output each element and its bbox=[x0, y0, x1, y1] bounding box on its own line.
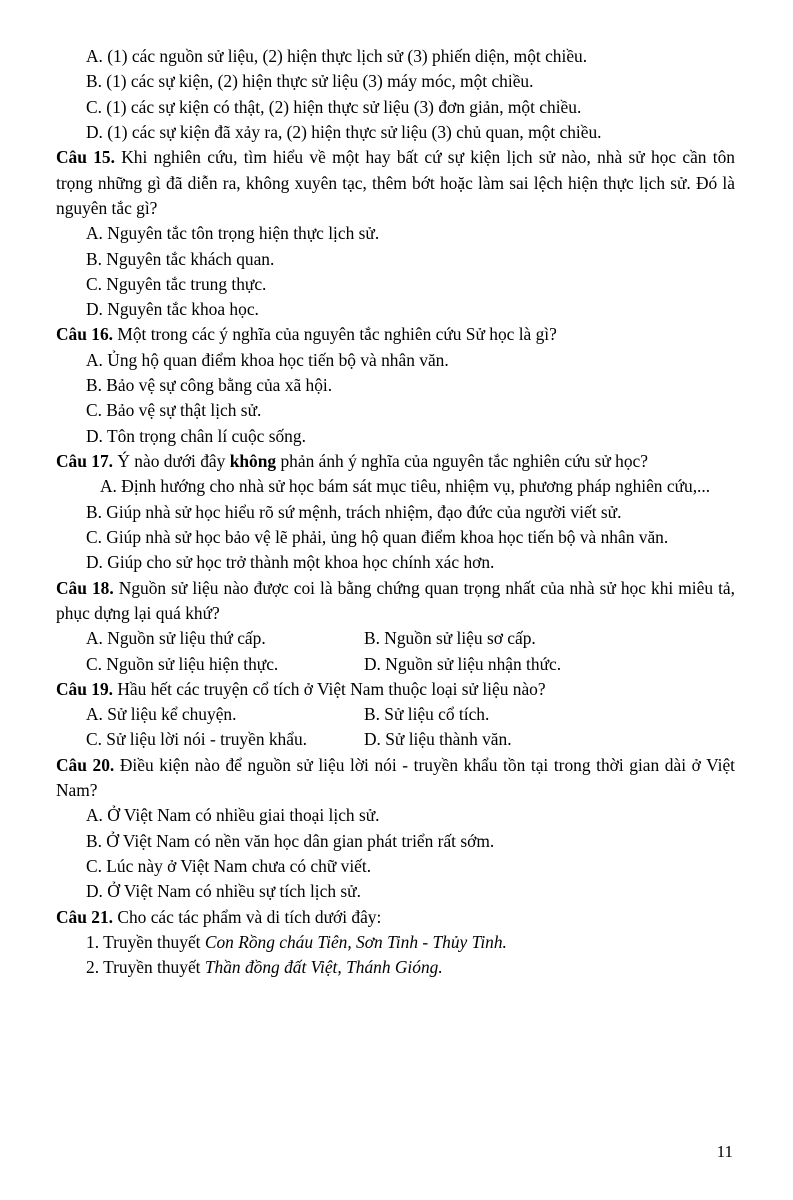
question-label: Câu 16. bbox=[56, 324, 114, 345]
question-label: Câu 21. bbox=[56, 906, 114, 927]
question-17 bbox=[56, 449, 735, 474]
option-line: A. Ủng hộ quan điểm khoa học tiến bộ và nhân văn. bbox=[86, 349, 449, 370]
question-label: Câu 15. bbox=[56, 147, 115, 168]
option-line: A. Nguyên tắc tôn trọng hiện thực lịch sử. bbox=[86, 223, 380, 244]
option-line: C. Bảo vệ sự thật lịch sử. bbox=[86, 400, 262, 421]
question-19 bbox=[56, 677, 735, 702]
question-text: Khi nghiên cứu, tìm hiểu về một hay bất cứ sự kiện lịch sử nào, nhà sử học cần tôn trọng những gì đã diễn ra, không xuyên tạc, thêm bớt hoặc làm sai lệch hiện thực lịch sử. Đó là nguyên tắc gì? bbox=[56, 147, 735, 218]
option-line: C. Lúc này ở Việt Nam chưa có chữ viết. bbox=[86, 856, 372, 876]
option-line: B. (1) các sự kiện, (2) hiện thực sử liệu (3) máy móc, một chiều. bbox=[86, 71, 534, 92]
option-line: B. Bảo vệ sự công bằng của xã hội. bbox=[86, 375, 333, 396]
option-line: A. Ở Việt Nam có nhiều giai thoại lịch sử. bbox=[86, 805, 380, 826]
question-16 bbox=[56, 322, 735, 347]
option-cell: D. Nguồn sử liệu nhận thức. bbox=[364, 653, 562, 674]
option-line: A. Định hướng cho nhà sử học bám sát mục tiêu, nhiệm vụ, phương pháp nghiên cứu,... bbox=[100, 476, 711, 497]
option-cell: D. Sử liệu thành văn. bbox=[364, 729, 512, 750]
question-text: Nguồn sử liệu nào được coi là bằng chứng quan trọng nhất của nhà sử học khi miêu tả, phục dựng lại quá khứ? bbox=[56, 577, 735, 623]
question-21 bbox=[56, 905, 735, 930]
question-label: Câu 17. bbox=[56, 451, 114, 471]
list-item-title: Con Rồng cháu Tiên, Sơn Tinh - Thủy Tinh. bbox=[204, 931, 507, 952]
option-cell: B. Sử liệu cổ tích. bbox=[364, 704, 490, 725]
question-label: Câu 18. bbox=[56, 577, 114, 598]
question-label: Câu 20. bbox=[56, 754, 115, 775]
page-number: 11 bbox=[716, 1142, 733, 1161]
list-item bbox=[56, 930, 735, 955]
option-line: C. Giúp nhà sử học bảo vệ lẽ phải, ủng hộ quan điểm khoa học tiến bộ và nhân văn. bbox=[86, 526, 669, 547]
option-cell: B. Nguồn sử liệu sơ cấp. bbox=[364, 628, 536, 649]
option-line: C. Nguyên tắc trung thực. bbox=[86, 273, 267, 294]
option-line: D. Ở Việt Nam có nhiều sự tích lịch sử. bbox=[86, 881, 361, 902]
option-line: D. (1) các sự kiện đã xảy ra, (2) hiện thực sử liệu (3) chủ quan, một chiều. bbox=[86, 121, 602, 142]
list-item bbox=[56, 955, 735, 980]
option-row bbox=[56, 727, 735, 752]
question-text-after: phản ánh ý nghĩa của nguyên tắc nghiên cứu sử học? bbox=[276, 451, 648, 471]
question-text: Hầu hết các truyện cổ tích ở Việt Nam thuộc loại sử liệu nào? bbox=[117, 678, 546, 699]
option-cell: A. Sử liệu kể chuyện. bbox=[86, 704, 237, 725]
question-20 bbox=[56, 753, 735, 804]
question-15 bbox=[56, 145, 735, 221]
question-text-before: Ý nào dưới đây bbox=[117, 451, 230, 471]
option-cell: C. Nguồn sử liệu hiện thực. bbox=[86, 653, 279, 674]
question-text-emphasis: không bbox=[229, 451, 277, 471]
question-18 bbox=[56, 576, 735, 627]
option-line: B. Nguyên tắc khách quan. bbox=[86, 248, 275, 269]
option-line: D. Giúp cho sử học trở thành một khoa học chính xác hơn. bbox=[86, 552, 495, 573]
question-text: Điều kiện nào để nguồn sử liệu lời nói - truyền khẩu tồn tại trong thời gian dài ở Việt Nam? bbox=[56, 754, 736, 801]
option-row bbox=[56, 626, 735, 651]
list-item-title: Thần đồng đất Việt, Thánh Gióng. bbox=[204, 957, 443, 978]
option-line: B. Giúp nhà sử học hiểu rõ sứ mệnh, trách nhiệm, đạo đức của người viết sử. bbox=[86, 501, 622, 522]
option-line: D. Tôn trọng chân lí cuộc sống. bbox=[86, 425, 306, 446]
question-label: Câu 19. bbox=[56, 678, 114, 699]
option-line: C. (1) các sự kiện có thật, (2) hiện thực sử liệu (3) đơn giản, một chiều. bbox=[86, 96, 582, 117]
option-line: A. (1) các nguồn sử liệu, (2) hiện thực lịch sử (3) phiến diện, một chiều. bbox=[86, 46, 588, 66]
question-text: Một trong các ý nghĩa của nguyên tắc nghiên cứu Sử học là gì? bbox=[117, 324, 557, 345]
option-row bbox=[56, 702, 735, 727]
option-line: B. Ở Việt Nam có nền văn học dân gian phát triển rất sớm. bbox=[86, 830, 495, 851]
option-line: D. Nguyên tắc khoa học. bbox=[86, 299, 259, 320]
question-text: Cho các tác phẩm và di tích dưới đây: bbox=[117, 906, 382, 927]
option-row bbox=[56, 652, 735, 677]
list-item-number: 2. Truyền thuyết bbox=[86, 957, 205, 978]
page-content bbox=[56, 44, 735, 981]
option-cell: A. Nguồn sử liệu thứ cấp. bbox=[86, 628, 266, 649]
list-item-number: 1. Truyền thuyết bbox=[86, 931, 205, 952]
option-cell: C. Sử liệu lời nói - truyền khẩu. bbox=[86, 729, 308, 750]
